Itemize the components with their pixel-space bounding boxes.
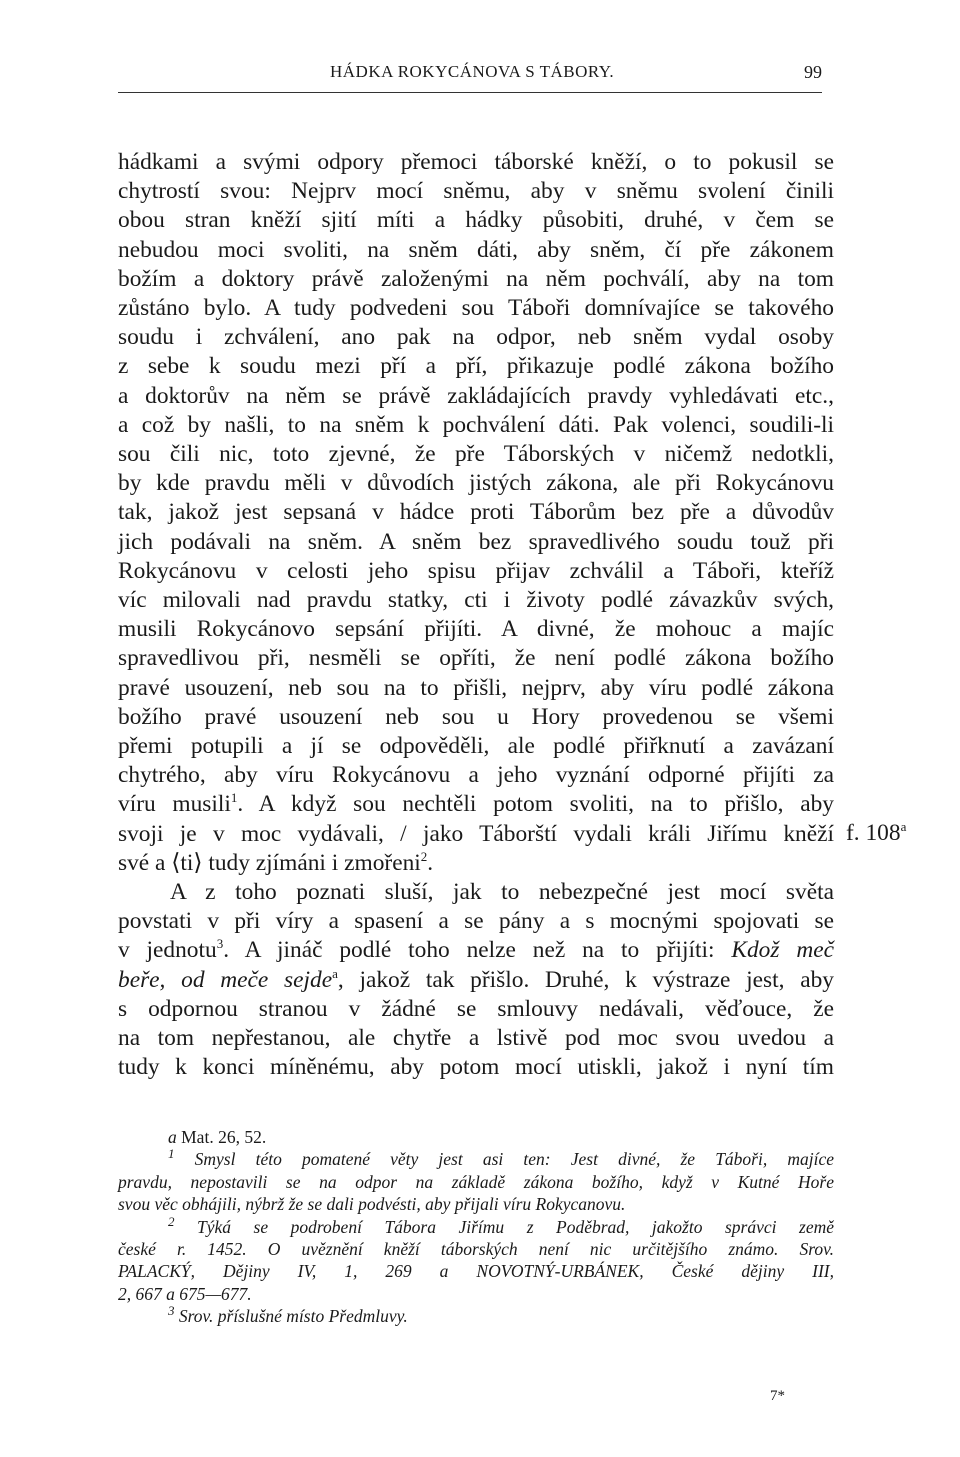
footnote-3-line bbox=[118, 1305, 834, 1327]
text-line: svoji je v moc vydávali, / jako Táborští vydali králi Jiřímu kněží bbox=[118, 820, 834, 847]
text-line: na tom nepřestanou, ale chytře a lstivě pod moc svou uvedou a bbox=[118, 1025, 834, 1052]
text-line: povstati v při víry a spasení a se pány a s mocnými spojovati se bbox=[118, 908, 834, 935]
text-line: chytrostí svou: Nejprv mocí sněmu, aby v sněmu svolení činili bbox=[118, 178, 834, 205]
footnote-2-line: PALACKÝ, Dějiny IV, 1, 269 a NOVOTNÝ-URBÁNEK, České dějiny III, bbox=[118, 1261, 834, 1282]
main-text bbox=[118, 148, 834, 1083]
folio-label: f. 108 bbox=[846, 820, 901, 846]
footnote-mark: 3 bbox=[168, 1303, 175, 1319]
text-line bbox=[118, 966, 834, 995]
text-line: božím a doktory právě založenými na něm pochválí, aby na tom bbox=[118, 265, 834, 292]
footnote-mark: 1 bbox=[168, 1146, 175, 1162]
running-title: HÁDKA ROKYCÁNOVA S TÁBORY. bbox=[330, 62, 615, 81]
text-segment: . A když sou nechtěli potom svoliti, na to přišlo, aby bbox=[237, 791, 834, 818]
footnote-text: Smysl této pomatené věty jest asi ten: Jest divné, že Táboři, majíce bbox=[194, 1149, 835, 1170]
footnote-1-line: pravdu, nepostavili se na odpor na základě zákona božího, když v Kutné Hoře bbox=[118, 1171, 834, 1192]
footnote-ref: 2 bbox=[420, 849, 428, 865]
text-line bbox=[118, 790, 834, 819]
footnote-text: Týká se podrobení Tábora Jiřímu z Poděbrad, jakožto správci země bbox=[197, 1216, 835, 1237]
text-segment: , jakož tak přišlo. Druhé, k výstraze jest, aby bbox=[337, 966, 834, 993]
text-line: pravé usouzení, neb sou na to přišli, nejprv, aby víru podlé zákona bbox=[118, 674, 834, 701]
footnote-ref: 1 bbox=[230, 790, 238, 806]
folio-sup: a bbox=[900, 819, 907, 835]
footnotes bbox=[118, 1126, 834, 1328]
text-line: Rokycánovu v celosti jeho spisu přijav zchválil a Táboři, kteříž bbox=[118, 557, 834, 584]
text-line: a což by našli, to na sněm k pochválení dáti. Pak volenci, soudili-li bbox=[118, 411, 834, 438]
text-line bbox=[118, 849, 834, 878]
text-line: soudu i zchválení, ano pak na odpor, neb sněm vydal osoby bbox=[118, 324, 834, 351]
text-line: nebudou moci svoliti, na sněm dáti, aby sněm, čí pře zákonem bbox=[118, 236, 834, 263]
text-line: A z toho poznati sluší, jak to nebezpečné jest mocí světa bbox=[170, 879, 834, 906]
text-line: z sebe k soudu mezi pří a pří, přikazuje podlé zákona božího bbox=[118, 353, 834, 380]
page-number: 99 bbox=[804, 62, 822, 82]
footnote-1-line bbox=[118, 1148, 834, 1170]
text-line: zůstáno bylo. A tudy podvedeni sou Táboři domnívajíce se takového bbox=[118, 295, 834, 322]
scripture-quote: beře, od meče sejde bbox=[118, 966, 333, 993]
text-line: božího pravé usouzení neb sou u Hory provedenou se všemi bbox=[118, 703, 834, 730]
text-line: a doktorův na něm se právě zakládajících pravdy vyhledávati etc., bbox=[118, 382, 834, 409]
footnote-text: Mat. 26, 52. bbox=[181, 1127, 267, 1147]
text-line: víc milovali nad pravdu statky, cti i životy podlé závazkův svých, bbox=[118, 587, 834, 614]
footnote-text: Srov. příslušné místo Předmluvy. bbox=[178, 1306, 408, 1327]
text-line: spravedlivou při, nesměli se opříti, že není podlé zákona božího bbox=[118, 645, 834, 672]
scripture-quote: Kdož meč bbox=[731, 937, 834, 964]
text-line: tak, jakož jest sepsaná v hádce proti Táborům bez pře a důvodův bbox=[118, 499, 834, 526]
text-segment: své a ⟨ti⟩ tudy zjímáni i zmořeni bbox=[118, 849, 421, 876]
footnote-mark: 2 bbox=[168, 1213, 175, 1229]
header-rule bbox=[118, 92, 822, 93]
footnote-mark: a bbox=[168, 1127, 177, 1147]
text-line: s odpornou stranou v žádné se smlouvy nedávali, věďouce, že bbox=[118, 995, 834, 1022]
text-line: musili Rokycánovo sepsání přijíti. A divné, že mohouc a majíc bbox=[118, 616, 834, 643]
text-segment: v jednotu bbox=[118, 937, 217, 964]
footnote-2-line bbox=[118, 1213, 835, 1238]
text-line: hádkami a svými odpory přemoci táborské kněží, o to pokusil se bbox=[118, 149, 834, 175]
footnote-a bbox=[118, 1126, 834, 1148]
text-line: chytrého, aby víru Rokycánovu a jeho vyznání odporné přijíti za bbox=[118, 762, 834, 789]
signature-mark: 7* bbox=[770, 1388, 785, 1404]
footnote-2-line: 2, 667 a 675—677. bbox=[118, 1283, 252, 1304]
text-line: sou čili nic, toto zjevné, že pře Táborských v ničemž nedotkli, bbox=[118, 441, 834, 468]
text-segment: . bbox=[427, 849, 434, 876]
footnote-2-line: české r. 1452. O uvěznění kněží táborských není nic určitějšího známo. Srov. bbox=[118, 1239, 834, 1260]
text-line: by kde pravdu měli v důvodích jistých zákona, ale při Rokycánovu bbox=[118, 470, 834, 497]
text-line: tudy k konci míněnému, aby potom mocí utiskli, jakož i nyní tím bbox=[118, 1054, 834, 1081]
page-header bbox=[118, 62, 822, 96]
text-segment: . A jináč podlé toho nelze než na to přijíti: bbox=[223, 937, 732, 964]
text-line bbox=[118, 936, 834, 965]
footnote-ref: a bbox=[332, 965, 338, 981]
text-line: přemi potupili a jí se odpověděli, ale podlé přiřknutí a zavázaní bbox=[118, 733, 834, 760]
text-line: obou stran kněží sjití míti a hádky působiti, druhé, v čem se bbox=[118, 207, 834, 234]
footnote-ref: 3 bbox=[216, 936, 224, 952]
text-line: jich podávali na sněm. A sněm bez spravedlivého soudu touž při bbox=[118, 528, 834, 555]
text-segment: víru musili bbox=[118, 791, 231, 818]
folio-marginal-note bbox=[846, 819, 906, 848]
footnote-1-line: svou věc obhájili, nýbrž že se dali podvésti, aby přijali víru Rokycanovu. bbox=[118, 1194, 626, 1215]
